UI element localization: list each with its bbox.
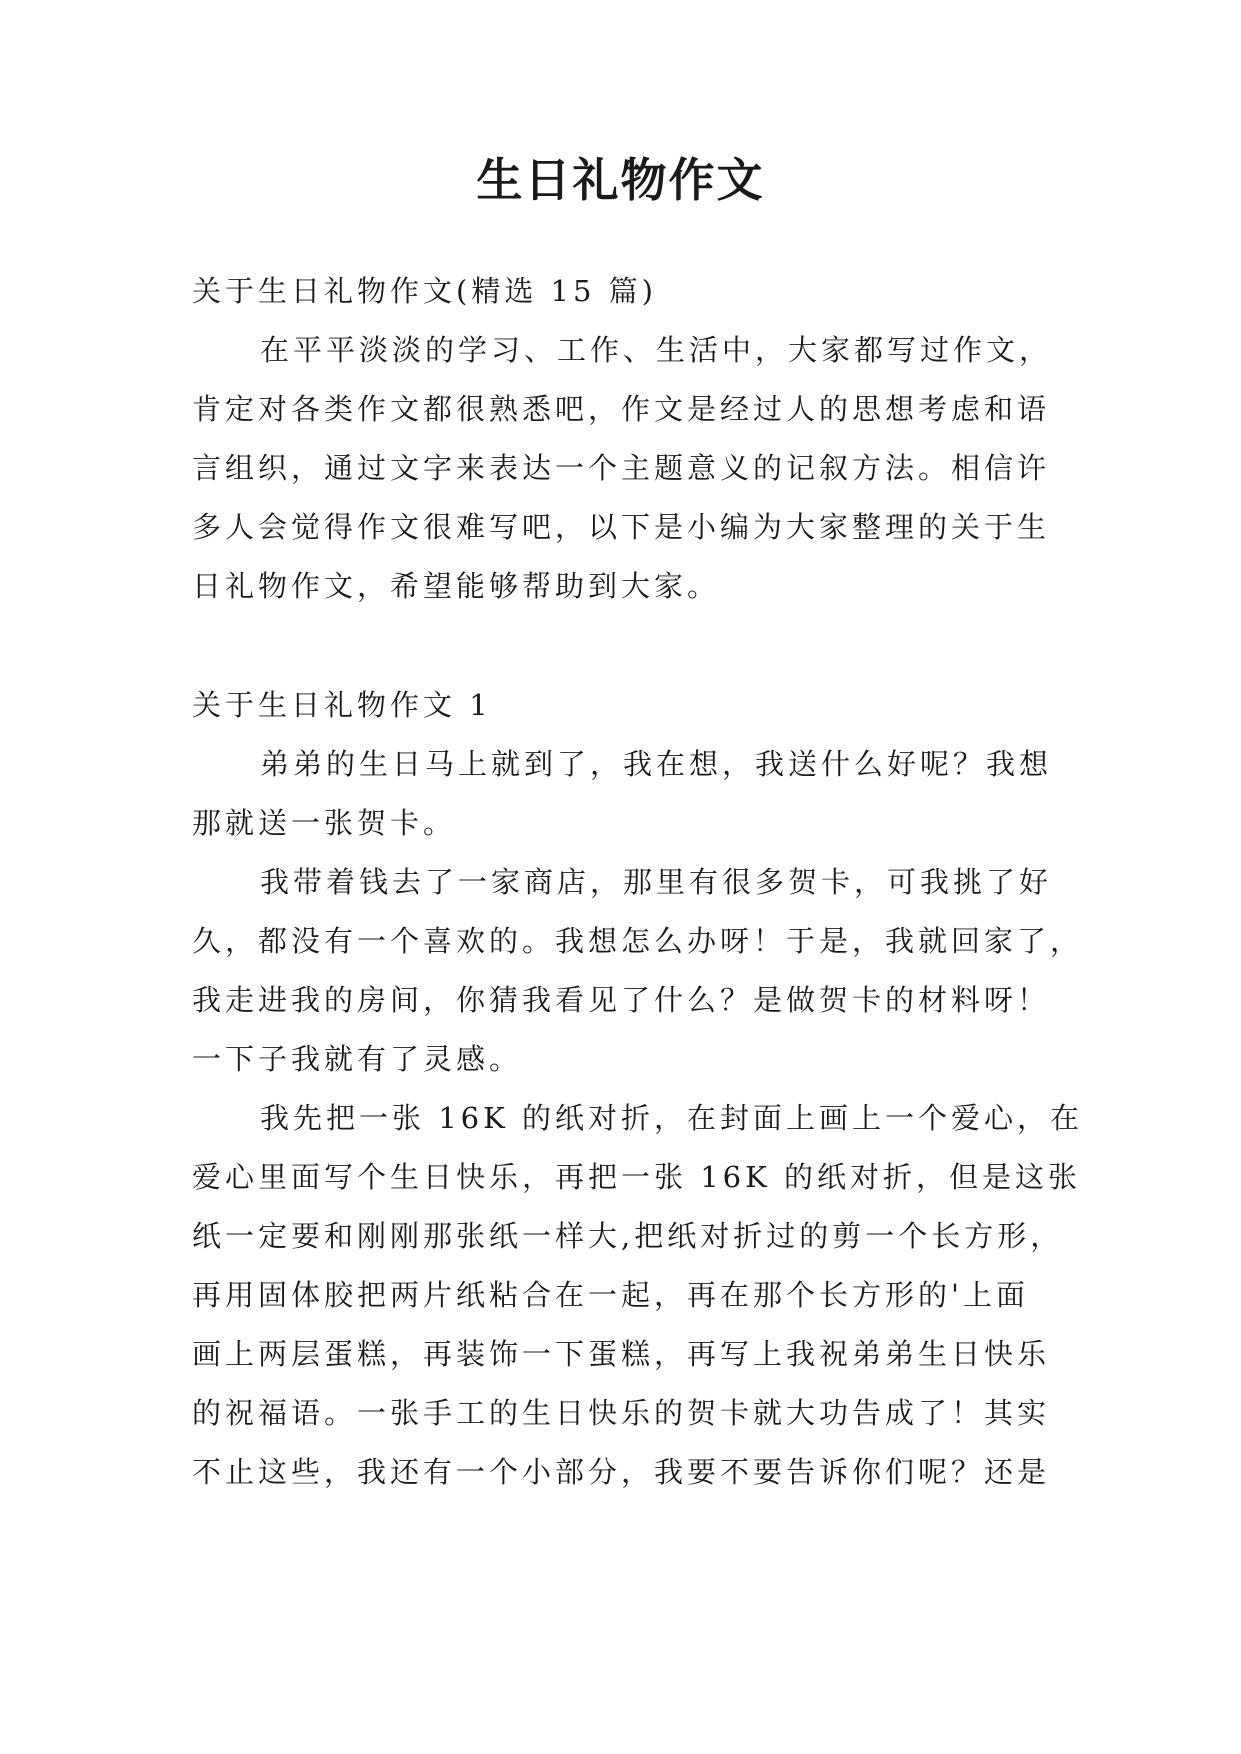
- paragraph-line: 久，都没有一个喜欢的。我想怎么办呀！于是，我就回家了，: [192, 924, 1084, 958]
- paragraph-line: 的祝福语。一张手工的生日快乐的贺卡就大功告成了！其实: [192, 1396, 1051, 1430]
- paragraph-line: 不止这些，我还有一个小部分，我要不要告诉你们呢？还是: [192, 1455, 1051, 1489]
- intro-line: 言组织，通过文字来表达一个主题意义的记叙方法。相信许: [192, 451, 1051, 485]
- body-paragraph-3: [192, 1089, 1084, 1502]
- section-title: 关于生日礼物作文 1: [192, 688, 492, 722]
- body-paragraph-1: [192, 735, 1062, 853]
- paragraph-line: 纸一定要和刚刚那张纸一样大,把纸对折过的剪一个长方形，: [192, 1219, 1064, 1253]
- paragraph-line: 爱心里面写个生日快乐，再把一张 16K 的纸对折，但是这张: [192, 1160, 1082, 1194]
- intro-line: 肯定对各类作文都很熟悉吧，作文是经过人的思想考虑和语: [192, 392, 1051, 426]
- paragraph-line: 弟弟的生日马上就到了，我在想，我送什么好呢？我想: [260, 747, 1053, 781]
- document-body: [192, 262, 1084, 1502]
- intro-line: 在平平淡淡的学习、工作、生活中，大家都写过作文，: [260, 333, 1053, 367]
- paragraph-line: 我带着钱去了一家商店，那里有很多贺卡，可我挑了好: [260, 865, 1053, 899]
- intro-line: 日礼物作文，希望能够帮助到大家。: [192, 569, 721, 603]
- document-subtitle: 关于生日礼物作文(精选 15 篇): [192, 274, 657, 308]
- document-title: 生日礼物作文: [476, 153, 765, 207]
- intro-paragraph: [192, 321, 1062, 616]
- paragraph-line: 再用固体胶把两片纸粘合在一起，再在那个长方形的'上面: [192, 1278, 1029, 1312]
- body-paragraph-2: [192, 853, 1084, 1089]
- paragraph-line: 一下子我就有了灵感。: [192, 1042, 523, 1076]
- paragraph-line: 画上两层蛋糕，再装饰一下蛋糕，再写上我祝弟弟生日快乐: [192, 1337, 1051, 1371]
- paragraph-line: 那就送一张贺卡。: [192, 806, 457, 840]
- paragraph-line: 我先把一张 16K 的纸对折，在封面上画上一个爱心，在: [260, 1101, 1084, 1135]
- paragraph-line: 我走进我的房间，你猜我看见了什么？是做贺卡的材料呀！: [192, 983, 1051, 1017]
- intro-line: 多人会觉得作文很难写吧，以下是小编为大家整理的关于生: [192, 510, 1051, 544]
